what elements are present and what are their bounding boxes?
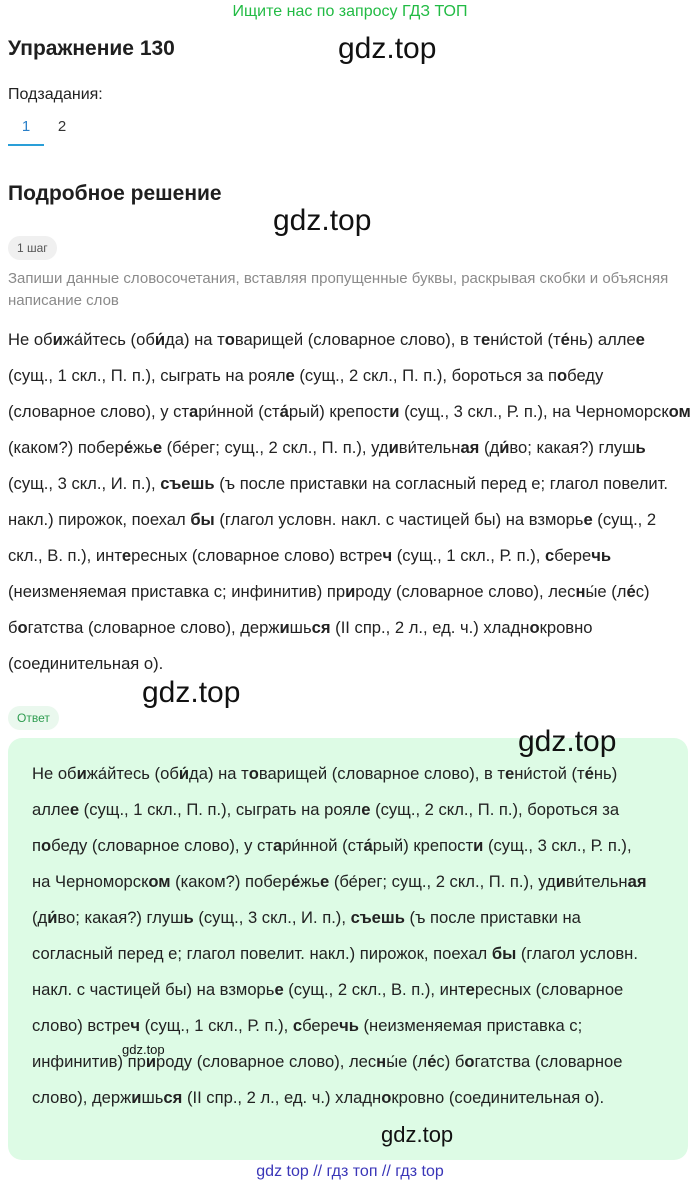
text-run: ни́стой (т (490, 330, 561, 349)
text-run: (неизменяемая приставка с; инфинитив) пр (8, 582, 346, 601)
highlighted-letter: е (465, 980, 475, 999)
highlighted-letter: е (121, 546, 132, 565)
text-run: (бе́рег; сущ., 2 скл., П. п.), уд (162, 438, 389, 457)
answer-text (32, 756, 648, 1116)
text-run: (сущ., 3 скл., И. п.), (193, 908, 351, 927)
text-run: беду (словарное слово), у ст (51, 836, 273, 855)
watermark: gdz.top (518, 725, 617, 758)
highlighted-letter: ся (311, 618, 331, 637)
highlighted-letter: н (575, 582, 586, 601)
text-run: (сущ., 2 скл., В. п.), инт (8, 510, 657, 565)
highlighted-letter: е (319, 872, 330, 891)
text-run: (неизменяемая приставка с; инфинитив) пр (32, 1016, 583, 1071)
watermark: gdz.top (338, 32, 437, 65)
text-run: с) б (8, 582, 650, 637)
highlighted-letter: и́ (47, 908, 58, 927)
highlighted-letter: е́ (290, 872, 301, 891)
text-run: во; какая?) глуш (509, 438, 636, 457)
text-run: шь (289, 618, 312, 637)
text-run: варищей (словарное слово), в т (234, 330, 482, 349)
highlighted-letter: о (556, 366, 568, 385)
text-run: (II спр., 2 л., ед. ч.) хладн (182, 1088, 382, 1107)
text-run: ы́е (л (386, 1052, 428, 1071)
highlighted-letter: ч (382, 546, 393, 565)
solution-title: Подробное решение (8, 182, 222, 205)
highlighted-letter: е́ (427, 1052, 437, 1071)
text-run: (II спр., 2 л., ед. ч.) хладн (330, 618, 530, 637)
highlighted-letter: бы (491, 944, 517, 963)
highlighted-letter: е (274, 980, 284, 999)
text-run: ри́нной (ст (198, 402, 280, 421)
highlighted-letter: и́ (178, 764, 190, 783)
highlighted-letter: е (361, 800, 371, 819)
answer-badge: Ответ (8, 706, 59, 730)
text-run: нь) алле (32, 764, 618, 819)
highlighted-letter: чь (591, 546, 612, 565)
text-run: ни́стой (т (514, 764, 585, 783)
text-run: (сущ., 1 скл., П. п.), сыграть на роял (79, 800, 362, 819)
top-banner: Ищите нас по запросу ГДЗ ТОП (232, 3, 468, 20)
text-run: (сущ., 3 скл., Р. п.), на Черноморск (399, 402, 669, 421)
highlighted-letter: ч (130, 1016, 141, 1035)
text-run: беду (словарное слово), у ст (8, 366, 604, 421)
answer-box (8, 738, 688, 1160)
subtask-tabs (8, 112, 80, 146)
highlighted-letter: а́ (363, 836, 373, 855)
highlighted-letter: о (41, 836, 52, 855)
text-run: ресных (словарное слово) встре (131, 546, 383, 565)
highlighted-letter: и́ (154, 330, 166, 349)
text-run: рый) крепост (288, 402, 390, 421)
text-run: (д (32, 908, 48, 927)
highlighted-letter: е (152, 438, 163, 457)
text-run: (ъ после приставки на согласный перед е; глагол повелит. накл.) пирожок, поехал (32, 908, 581, 963)
subtasks-label: Подзадания: (8, 86, 103, 103)
text-run: да) на т (165, 330, 225, 349)
highlighted-letter: е (635, 330, 645, 349)
text-run: (ъ после приставки на согласный перед е; глагол повелит. накл.) пирожок, поехал (8, 474, 669, 529)
footer-links[interactable]: gdz top // гдз топ // гдз top (256, 1163, 444, 1180)
highlighted-letter: ь (183, 908, 194, 927)
task-hint: Запиши данные словосочетания, вставляя пропущенные буквы, раскрывая скобки и объясняя написание слов (8, 270, 669, 309)
highlighted-letter: о (381, 1088, 392, 1107)
text-run: (глагол условн. накл. с частицей бы) на взморь (32, 944, 638, 999)
step-badge: 1 шаг (8, 236, 57, 260)
highlighted-letter: чь (339, 1016, 359, 1035)
text-run: шь (141, 1088, 164, 1107)
highlighted-letter: а́ (279, 402, 289, 421)
highlighted-letter: е (69, 800, 80, 819)
highlighted-letter: е (285, 366, 295, 385)
text-run: ы́е (л (585, 582, 627, 601)
highlighted-letter: и (345, 582, 356, 601)
highlighted-letter: е́ (626, 582, 636, 601)
highlighted-letter: о (464, 1052, 475, 1071)
watermark: gdz.top (381, 1122, 454, 1147)
text-run: жь (133, 438, 153, 457)
text-run: (сущ., 1 скл., Р. п.), (392, 546, 545, 565)
highlighted-letter: е́ (584, 764, 594, 783)
text-run: жа́йтесь (об (62, 330, 155, 349)
highlighted-letter: е (505, 764, 515, 783)
text-run: варищей (словарное слово), в т (258, 764, 506, 783)
text-run: (глагол условн. накл. с частицей бы) на взморь (214, 510, 584, 529)
text-run: (каком?) побер (170, 872, 291, 891)
text-run: (сущ., 2 скл., П. п.), бороться за п (32, 800, 620, 855)
text-run: да) на т (189, 764, 249, 783)
text-run: (сущ., 1 скл., Р. п.), (140, 1016, 293, 1035)
highlighted-letter: и (473, 836, 484, 855)
highlighted-letter: ая (627, 872, 647, 891)
text-run: (д (479, 438, 500, 457)
highlighted-letter: бы (190, 510, 215, 529)
subtask-tab-2[interactable]: 2 (57, 118, 67, 135)
highlighted-letter: н (376, 1052, 387, 1071)
highlighted-letter: и (131, 1088, 142, 1107)
text-run: роду (словарное слово), лес (156, 1052, 377, 1071)
highlighted-letter: о (224, 330, 235, 349)
highlighted-letter: и (555, 872, 566, 891)
text-run: бере (554, 546, 592, 565)
highlighted-letter: и (388, 438, 399, 457)
watermark: gdz.top (142, 676, 241, 709)
highlighted-letter: ь (635, 438, 646, 457)
highlighted-letter: съешь (350, 908, 405, 927)
highlighted-letter: е́ (560, 330, 570, 349)
highlighted-letter: и (389, 402, 400, 421)
highlighted-letter: ая (460, 438, 480, 457)
text-run: гатства (словарное слово), держ (32, 1052, 623, 1107)
text-run: ви́тельн (565, 872, 628, 891)
text-run: (сущ., 1 скл., П. п.), сыграть на роял (8, 366, 286, 385)
text-run: бере (302, 1016, 340, 1035)
subtask-tab-1[interactable]: 1 (8, 112, 44, 146)
highlighted-letter: о (529, 618, 540, 637)
highlighted-letter: ом (148, 872, 171, 891)
watermark: gdz.top (273, 204, 372, 237)
highlighted-letter: ом (668, 402, 691, 421)
highlighted-letter: с (292, 1016, 303, 1035)
text-run: (каком?) побер (8, 438, 124, 457)
text-run: Не об (8, 330, 53, 349)
text-run: жь (300, 872, 320, 891)
highlighted-letter: е (481, 330, 491, 349)
text-run: кровно (соединительная о). (391, 1088, 605, 1107)
highlighted-letter: и (76, 764, 87, 783)
text-run: (сущ., 3 скл., Р. п.), на Черноморск (32, 836, 632, 891)
highlighted-letter: и (52, 330, 63, 349)
text-run: (сущ., 3 скл., И. п.), (8, 474, 161, 493)
text-run: роду (словарное слово), лес (355, 582, 576, 601)
highlighted-letter: а (272, 836, 283, 855)
highlighted-letter: о (17, 618, 28, 637)
highlighted-letter: ся (163, 1088, 183, 1107)
text-run: нь) алле (569, 330, 636, 349)
text-run: гатства (словарное слово), держ (27, 618, 280, 637)
highlighted-letter: и́ (499, 438, 510, 457)
highlighted-letter: е́ (123, 438, 134, 457)
text-run: ри́нной (ст (282, 836, 364, 855)
text-run: (сущ., 2 скл., В. п.), инт (283, 980, 466, 999)
text-run: кровно (соединительная о). (8, 618, 593, 673)
text-run: ресных (словарное слово) встре (32, 980, 624, 1035)
text-run: (сущ., 2 скл., П. п.), бороться за п (294, 366, 557, 385)
watermark-small: gdz.top (122, 1042, 165, 1057)
solution-text (8, 322, 692, 682)
highlighted-letter: и (279, 618, 290, 637)
text-run: во; какая?) глуш (57, 908, 184, 927)
text-run: рый) крепост (372, 836, 474, 855)
text-run: Не об (32, 764, 77, 783)
page-title: Упражнение 130 (8, 37, 175, 60)
text-run: ви́тельн (398, 438, 461, 457)
highlighted-letter: е (583, 510, 593, 529)
text-run: (бе́рег; сущ., 2 скл., П. п.), уд (329, 872, 556, 891)
text-run: с) б (436, 1052, 465, 1071)
highlighted-letter: съешь (160, 474, 215, 493)
text-run: жа́йтесь (об (86, 764, 179, 783)
highlighted-letter: о (248, 764, 259, 783)
highlighted-letter: с (544, 546, 555, 565)
highlighted-letter: и (145, 1052, 157, 1071)
highlighted-letter: а (189, 402, 199, 421)
